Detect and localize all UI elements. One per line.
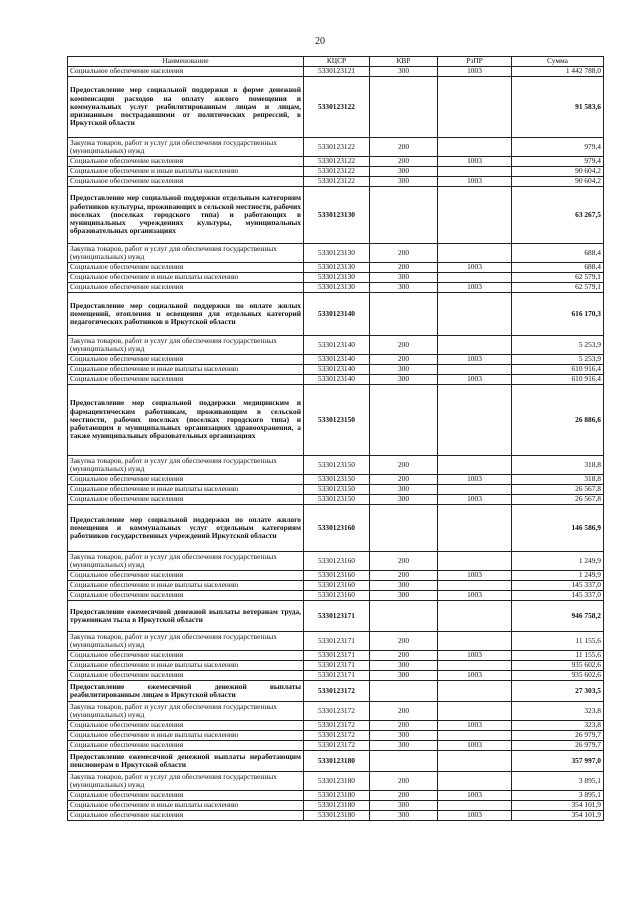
table-row xyxy=(68,495,604,505)
cell-sum: 688,4 xyxy=(512,244,604,263)
cell-kcsr: 5330123180 xyxy=(304,811,370,821)
header-name: Наименование xyxy=(68,57,304,67)
cell-kcsr: 5330123140 xyxy=(304,365,370,375)
table-row xyxy=(68,721,604,731)
cell-name: Социальное обеспечение и иные выплаты населению xyxy=(68,485,304,495)
cell-rzpr: 1003 xyxy=(438,67,512,77)
table-section-row xyxy=(68,187,604,244)
cell-kcsr: 5330123171 xyxy=(304,601,370,632)
cell-sum: 26 979,7 xyxy=(512,741,604,751)
cell-name: Социальное обеспечение населения xyxy=(68,591,304,601)
cell-kvr: 300 xyxy=(370,741,438,751)
cell-sum: 62 579,1 xyxy=(512,273,604,283)
table-section-row xyxy=(68,681,604,702)
cell-name: Закупка товаров, работ и услуг для обеспечения государственных (муниципальных) нужд xyxy=(68,552,304,571)
cell-kcsr: 5330123130 xyxy=(304,244,370,263)
cell-name: Социальное обеспечение населения xyxy=(68,791,304,801)
cell-rzpr: 1003 xyxy=(438,791,512,801)
cell-rzpr xyxy=(438,244,512,263)
cell-sum: 145 337,0 xyxy=(512,581,604,591)
cell-rzpr xyxy=(438,601,512,632)
cell-name: Предоставление мер социальной поддержки по оплате жилых помещений, отопления и освещения для отдельных категорий педагогических работников в Иркутской области xyxy=(68,293,304,336)
cell-rzpr xyxy=(438,485,512,495)
cell-kvr: 300 xyxy=(370,167,438,177)
cell-sum: 26 886,6 xyxy=(512,385,604,456)
cell-name: Социальное обеспечение населения xyxy=(68,355,304,365)
cell-kcsr: 5330123150 xyxy=(304,385,370,456)
cell-name: Социальное обеспечение и иные выплаты населению xyxy=(68,273,304,283)
table-row xyxy=(68,571,604,581)
cell-kcsr: 5330123140 xyxy=(304,355,370,365)
table-row xyxy=(68,671,604,681)
cell-rzpr: 1003 xyxy=(438,475,512,485)
cell-sum: 90 604,2 xyxy=(512,167,604,177)
cell-sum: 90 604,2 xyxy=(512,177,604,187)
cell-sum: 11 155,6 xyxy=(512,651,604,661)
cell-kvr: 200 xyxy=(370,244,438,263)
cell-name: Социальное обеспечение населения xyxy=(68,177,304,187)
cell-kvr: 300 xyxy=(370,581,438,591)
cell-name: Социальное обеспечение населения xyxy=(68,741,304,751)
cell-kvr: 300 xyxy=(370,67,438,77)
cell-name: Закупка товаров, работ и услуг для обеспечения государственных (муниципальных) нужд xyxy=(68,456,304,475)
cell-name: Социальное обеспечение населения xyxy=(68,721,304,731)
table-section-row xyxy=(68,505,604,552)
cell-kcsr: 5330123172 xyxy=(304,702,370,721)
cell-rzpr: 1003 xyxy=(438,375,512,385)
cell-sum: 3 895,1 xyxy=(512,791,604,801)
cell-name: Предоставление ежемесячной денежной выплаты реабилитированным лицам в Иркутской области xyxy=(68,681,304,702)
cell-kcsr: 5330123180 xyxy=(304,751,370,772)
cell-kvr xyxy=(370,385,438,456)
cell-rzpr xyxy=(438,505,512,552)
cell-rzpr: 1003 xyxy=(438,671,512,681)
cell-rzpr xyxy=(438,632,512,651)
cell-kcsr: 5330123180 xyxy=(304,772,370,791)
cell-kcsr: 5330123130 xyxy=(304,273,370,283)
page-number: 20 xyxy=(315,36,325,47)
cell-sum: 610 916,4 xyxy=(512,365,604,375)
cell-sum: 1 249,9 xyxy=(512,571,604,581)
cell-kcsr: 5330123160 xyxy=(304,591,370,601)
cell-kvr: 200 xyxy=(370,552,438,571)
table-row xyxy=(68,355,604,365)
table-row xyxy=(68,731,604,741)
cell-kvr xyxy=(370,293,438,336)
cell-kvr: 200 xyxy=(370,138,438,157)
table-row xyxy=(68,581,604,591)
cell-kcsr: 5330123130 xyxy=(304,187,370,244)
cell-name: Предоставление мер социальной поддержки медицинским и фармацевтическим работникам, проживающим в сельской местности, рабочих поселках (поселках городского типа) и работающим в муниципальных организациях здравоохранения, а также муниципальных образовательных организациях xyxy=(68,385,304,456)
cell-rzpr xyxy=(438,138,512,157)
cell-name: Социальное обеспечение населения xyxy=(68,671,304,681)
table-section-row xyxy=(68,293,604,336)
cell-kvr xyxy=(370,601,438,632)
cell-rzpr: 1003 xyxy=(438,283,512,293)
cell-sum: 688,4 xyxy=(512,263,604,273)
cell-kvr: 200 xyxy=(370,336,438,355)
cell-sum: 62 579,1 xyxy=(512,283,604,293)
cell-name: Социальное обеспечение населения xyxy=(68,571,304,581)
cell-name: Социальное обеспечение населения xyxy=(68,67,304,77)
cell-name: Закупка товаров, работ и услуг для обеспечения государственных (муниципальных) нужд xyxy=(68,138,304,157)
cell-kvr: 300 xyxy=(370,273,438,283)
cell-sum: 935 602,6 xyxy=(512,661,604,671)
cell-sum: 935 602,6 xyxy=(512,671,604,681)
cell-rzpr: 1003 xyxy=(438,157,512,167)
cell-kvr: 300 xyxy=(370,365,438,375)
table-row xyxy=(68,552,604,571)
cell-kcsr: 5330123172 xyxy=(304,681,370,702)
cell-name: Социальное обеспечение и иные выплаты населению xyxy=(68,801,304,811)
cell-sum: 63 267,5 xyxy=(512,187,604,244)
header-kvr: КВР xyxy=(370,57,438,67)
cell-sum: 5 253,9 xyxy=(512,355,604,365)
table-row xyxy=(68,772,604,791)
cell-name: Предоставление мер социальной поддержки по оплате жилого помещения и коммунальных услуг отдельным категориям работников государственных учреждений Иркутской области xyxy=(68,505,304,552)
header-rzpr: РзПР xyxy=(438,57,512,67)
cell-kvr: 200 xyxy=(370,721,438,731)
cell-kcsr: 5330123160 xyxy=(304,552,370,571)
cell-kvr: 300 xyxy=(370,591,438,601)
cell-kcsr: 5330123172 xyxy=(304,721,370,731)
table-row xyxy=(68,365,604,375)
cell-kvr: 300 xyxy=(370,671,438,681)
cell-name: Социальное обеспечение и иные выплаты населению xyxy=(68,731,304,741)
cell-sum: 616 170,3 xyxy=(512,293,604,336)
cell-kvr: 300 xyxy=(370,283,438,293)
cell-kvr: 200 xyxy=(370,791,438,801)
cell-name: Социальное обеспечение населения xyxy=(68,495,304,505)
cell-rzpr xyxy=(438,702,512,721)
cell-kcsr: 5330123122 xyxy=(304,177,370,187)
cell-sum: 27 303,5 xyxy=(512,681,604,702)
cell-kcsr: 5330123130 xyxy=(304,283,370,293)
cell-kcsr: 5330123140 xyxy=(304,375,370,385)
table-row xyxy=(68,157,604,167)
table-section-row xyxy=(68,77,604,138)
cell-name: Закупка товаров, работ и услуг для обеспечения государственных (муниципальных) нужд xyxy=(68,336,304,355)
cell-kcsr: 5330123171 xyxy=(304,632,370,651)
cell-rzpr xyxy=(438,167,512,177)
cell-sum: 979,4 xyxy=(512,157,604,167)
table-row xyxy=(68,244,604,263)
cell-rzpr xyxy=(438,77,512,138)
cell-kvr: 200 xyxy=(370,651,438,661)
cell-kcsr: 5330123171 xyxy=(304,651,370,661)
cell-sum: 323,8 xyxy=(512,721,604,731)
cell-name: Закупка товаров, работ и услуг для обеспечения государственных (муниципальных) нужд xyxy=(68,702,304,721)
table-row xyxy=(68,263,604,273)
cell-kvr xyxy=(370,77,438,138)
cell-sum: 26 979,7 xyxy=(512,731,604,741)
cell-kvr: 300 xyxy=(370,811,438,821)
cell-kvr: 200 xyxy=(370,632,438,651)
cell-kvr: 200 xyxy=(370,571,438,581)
table-row xyxy=(68,273,604,283)
table-row xyxy=(68,475,604,485)
cell-kvr xyxy=(370,751,438,772)
cell-rzpr xyxy=(438,661,512,671)
cell-kvr: 300 xyxy=(370,177,438,187)
cell-kvr: 300 xyxy=(370,801,438,811)
table-section-row xyxy=(68,751,604,772)
cell-kcsr: 5330123160 xyxy=(304,571,370,581)
cell-rzpr: 1003 xyxy=(438,651,512,661)
budget-table xyxy=(67,56,604,821)
cell-sum: 5 253,9 xyxy=(512,336,604,355)
cell-name: Социальное обеспечение населения xyxy=(68,283,304,293)
cell-kcsr: 5330123171 xyxy=(304,671,370,681)
cell-kcsr: 5330123160 xyxy=(304,505,370,552)
cell-name: Социальное обеспечение населения xyxy=(68,157,304,167)
cell-kvr: 200 xyxy=(370,456,438,475)
cell-rzpr: 1003 xyxy=(438,811,512,821)
cell-rzpr: 1003 xyxy=(438,721,512,731)
table-row xyxy=(68,375,604,385)
table-row xyxy=(68,138,604,157)
cell-kvr xyxy=(370,681,438,702)
cell-kvr: 200 xyxy=(370,157,438,167)
cell-kcsr: 5330123140 xyxy=(304,293,370,336)
cell-sum: 26 567,8 xyxy=(512,485,604,495)
cell-name: Социальное обеспечение населения xyxy=(68,811,304,821)
cell-name: Закупка товаров, работ и услуг для обеспечения государственных (муниципальных) нужд xyxy=(68,244,304,263)
table-section-row xyxy=(68,385,604,456)
table-body xyxy=(68,67,604,821)
cell-sum: 323,8 xyxy=(512,702,604,721)
cell-kvr xyxy=(370,505,438,552)
cell-name: Закупка товаров, работ и услуг для обеспечения государственных (муниципальных) нужд xyxy=(68,632,304,651)
cell-name: Социальное обеспечение населения xyxy=(68,263,304,273)
cell-kcsr: 5330123150 xyxy=(304,475,370,485)
cell-kvr: 200 xyxy=(370,355,438,365)
cell-sum: 1 249,9 xyxy=(512,552,604,571)
table-row xyxy=(68,167,604,177)
cell-kvr: 200 xyxy=(370,702,438,721)
cell-rzpr xyxy=(438,681,512,702)
cell-rzpr: 1003 xyxy=(438,495,512,505)
table-row xyxy=(68,741,604,751)
table-row xyxy=(68,791,604,801)
cell-kvr: 300 xyxy=(370,661,438,671)
cell-rzpr: 1003 xyxy=(438,355,512,365)
table-row xyxy=(68,591,604,601)
cell-kvr xyxy=(370,187,438,244)
table-header-row xyxy=(68,57,604,67)
cell-name: Социальное обеспечение и иные выплаты населению xyxy=(68,581,304,591)
cell-kcsr: 5330123122 xyxy=(304,138,370,157)
cell-name: Предоставление мер социальной поддержки в форме денежной компенсации расходов на оплату жилого помещения и коммунальных услуг реабилитированным лицам и лицам, признанным пострадавшими от политических репрессий, в Иркутской области xyxy=(68,77,304,138)
cell-rzpr: 1003 xyxy=(438,263,512,273)
cell-sum: 357 997,0 xyxy=(512,751,604,772)
cell-sum: 146 586,9 xyxy=(512,505,604,552)
cell-rzpr xyxy=(438,731,512,741)
cell-sum: 979,4 xyxy=(512,138,604,157)
cell-sum: 318,8 xyxy=(512,456,604,475)
cell-name: Предоставление мер социальной поддержки отдельным категориям работников культуры, проживающих в сельской местности, рабочих поселках (поселках городского типа) и работающих в муниципальных учреждениях культуры, муниципальных образовательных организациях xyxy=(68,187,304,244)
cell-kcsr: 5330123180 xyxy=(304,801,370,811)
cell-kcsr: 5330123172 xyxy=(304,731,370,741)
cell-sum: 318,8 xyxy=(512,475,604,485)
cell-name: Социальное обеспечение населения xyxy=(68,475,304,485)
table-row xyxy=(68,661,604,671)
cell-rzpr xyxy=(438,581,512,591)
table-row xyxy=(68,456,604,475)
cell-kvr: 300 xyxy=(370,731,438,741)
table-row xyxy=(68,177,604,187)
cell-rzpr xyxy=(438,273,512,283)
cell-rzpr xyxy=(438,801,512,811)
cell-name: Социальное обеспечение населения xyxy=(68,375,304,385)
cell-rzpr xyxy=(438,751,512,772)
cell-name: Социальное обеспечение и иные выплаты населению xyxy=(68,365,304,375)
header-kcsr: КЦСР xyxy=(304,57,370,67)
cell-rzpr xyxy=(438,552,512,571)
cell-name: Закупка товаров, работ и услуг для обеспечения государственных (муниципальных) нужд xyxy=(68,772,304,791)
cell-kcsr: 5330123121 xyxy=(304,67,370,77)
cell-sum: 11 155,6 xyxy=(512,632,604,651)
cell-kcsr: 5330123160 xyxy=(304,581,370,591)
table-row xyxy=(68,485,604,495)
cell-kvr: 300 xyxy=(370,375,438,385)
cell-kcsr: 5330123180 xyxy=(304,791,370,801)
cell-sum: 26 567,8 xyxy=(512,495,604,505)
cell-sum: 145 337,0 xyxy=(512,591,604,601)
header-sum: Сумма xyxy=(512,57,604,67)
cell-rzpr xyxy=(438,772,512,791)
cell-sum: 3 895,1 xyxy=(512,772,604,791)
table-row xyxy=(68,811,604,821)
cell-kcsr: 5330123140 xyxy=(304,336,370,355)
cell-sum: 610 916,4 xyxy=(512,375,604,385)
cell-kcsr: 5330123122 xyxy=(304,77,370,138)
cell-sum: 354 101,9 xyxy=(512,811,604,821)
cell-rzpr xyxy=(438,385,512,456)
cell-rzpr: 1003 xyxy=(438,177,512,187)
table-row xyxy=(68,651,604,661)
cell-kvr: 300 xyxy=(370,485,438,495)
cell-sum: 1 442 788,0 xyxy=(512,67,604,77)
cell-kcsr: 5330123150 xyxy=(304,495,370,505)
cell-sum: 946 758,2 xyxy=(512,601,604,632)
cell-kvr: 200 xyxy=(370,263,438,273)
cell-rzpr xyxy=(438,187,512,244)
cell-kcsr: 5330123122 xyxy=(304,157,370,167)
cell-kcsr: 5330123172 xyxy=(304,741,370,751)
cell-name: Социальное обеспечение населения xyxy=(68,651,304,661)
cell-kvr: 300 xyxy=(370,495,438,505)
table-row xyxy=(68,336,604,355)
table-row xyxy=(68,702,604,721)
cell-rzpr xyxy=(438,365,512,375)
table-row xyxy=(68,67,604,77)
table-section-row xyxy=(68,601,604,632)
table-row xyxy=(68,632,604,651)
cell-name: Социальное обеспечение и иные выплаты населению xyxy=(68,661,304,671)
cell-rzpr: 1003 xyxy=(438,591,512,601)
cell-kcsr: 5330123122 xyxy=(304,167,370,177)
cell-kcsr: 5330123171 xyxy=(304,661,370,671)
cell-kcsr: 5330123150 xyxy=(304,485,370,495)
cell-rzpr xyxy=(438,456,512,475)
cell-rzpr xyxy=(438,336,512,355)
cell-name: Социальное обеспечение и иные выплаты населению xyxy=(68,167,304,177)
cell-rzpr: 1003 xyxy=(438,741,512,751)
cell-sum: 91 583,6 xyxy=(512,77,604,138)
cell-rzpr: 1003 xyxy=(438,571,512,581)
cell-name: Предоставление ежемесячной денежной выплаты неработающим пенсионерам в Иркутской области xyxy=(68,751,304,772)
cell-kcsr: 5330123130 xyxy=(304,263,370,273)
cell-rzpr xyxy=(438,293,512,336)
cell-sum: 354 101,9 xyxy=(512,801,604,811)
cell-kvr: 200 xyxy=(370,772,438,791)
cell-kcsr: 5330123150 xyxy=(304,456,370,475)
table-row xyxy=(68,283,604,293)
cell-kvr: 200 xyxy=(370,475,438,485)
cell-name: Предоставление ежемесячной денежной выплаты ветеранам труда, труженикам тыла в Иркутской области xyxy=(68,601,304,632)
table-row xyxy=(68,801,604,811)
